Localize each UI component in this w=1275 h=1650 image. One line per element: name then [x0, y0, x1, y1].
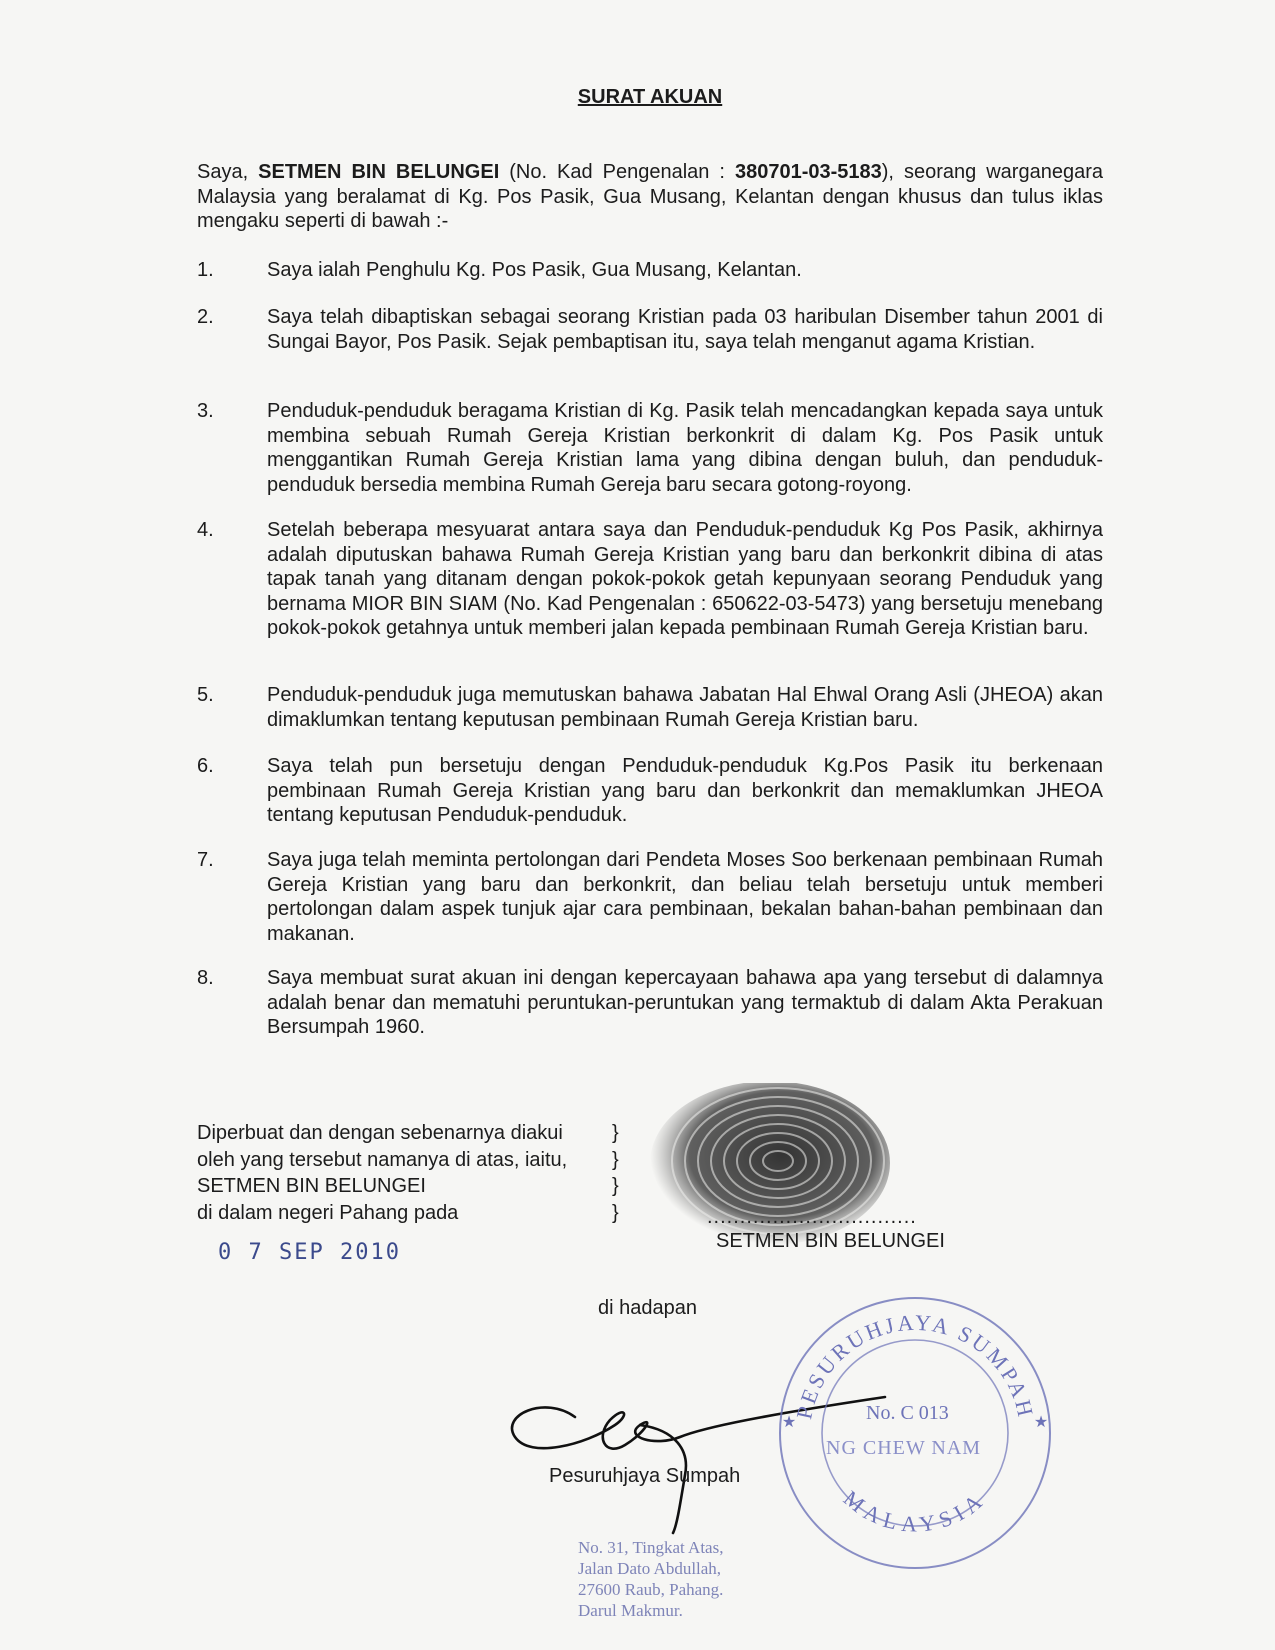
document-title: SURAT AKUAN	[577, 86, 723, 108]
address-line: Jalan Dato Abdullah,	[578, 1559, 722, 1578]
item-number: 6.	[197, 755, 214, 777]
item-text: Saya ialah Penghulu Kg. Pos Pasik, Gua Musang, Kelantan.	[267, 259, 802, 281]
address-line: Darul Makmur.	[578, 1601, 683, 1620]
item-number: 5.	[197, 684, 214, 706]
brace: }	[612, 1122, 619, 1144]
intro-text-3: ), seorang warganegara Malaysia yang beralamat di Kg. Pos Pasik, Gua Musang, Kelantan dengan khusus dan tulus iklas mengaku seperti di bawah :-	[197, 161, 1103, 232]
declarant-name: SETMEN BIN BELUNGEI	[258, 161, 500, 183]
before-label: di hadapan	[598, 1297, 697, 1319]
declaration-block	[197, 1120, 617, 1226]
signature-line: ................................	[707, 1206, 917, 1228]
intro-text-2: (No. Kad Pengenalan :	[499, 161, 735, 183]
seal-name: NG CHEW NAM	[826, 1437, 982, 1459]
signer-name: SETMEN BIN BELUNGEI	[716, 1230, 945, 1252]
item-number: 3.	[197, 400, 214, 422]
intro-text-1: Saya,	[197, 161, 259, 183]
declaration-line: oleh yang tersebut namanya di atas, iaitu,	[197, 1148, 568, 1171]
seal-top-text: PESURUHJAYA SUMPAH	[791, 1309, 1039, 1422]
brace-column	[612, 1120, 619, 1226]
item-number: 8.	[197, 967, 214, 989]
item-text: Saya telah pun bersetuju dengan Penduduk-penduduk Kg.Pos Pasik itu berkenaan pembinaan Rumah Gereja Kristian yang baru dan berkonkrit dan memaklumkan JHEOA tentang keputusan Penduduk-penduduk.	[267, 755, 1103, 826]
commissioner-label: Pesuruhjaya Sumpah	[549, 1465, 741, 1487]
address-line: 27600 Raub, Pahang.	[578, 1580, 724, 1599]
commissioner-seal-stamp	[765, 1285, 1065, 1575]
seal-number: No. C 013	[866, 1402, 949, 1424]
svg-text:MALAYSIA	[839, 1485, 991, 1536]
item-text: Penduduk-penduduk juga memutuskan bahawa Jabatan Hal Ehwal Orang Asli (JHEOA) akan dimaklumkan tentang keputusan pembinaan Rumah Gereja Kristian baru.	[267, 684, 1103, 731]
brace: }	[612, 1175, 619, 1197]
item-text: Saya juga telah meminta pertolongan dari Pendeta Moses Soo berkenaan pembinaan Rumah Gereja Kristian yang baru dan berkonkrit, dan beliau telah bersetuju untuk memberi pertolongan dalam aspek tunjuk ajar cara pembinaan, bekalan bahan-bahan pembinaan dan makanan.	[267, 849, 1103, 945]
declaration-line: di dalam negeri Pahang pada	[197, 1201, 459, 1224]
intro-paragraph	[197, 160, 1103, 234]
declarant-ic: 380701-03-5183	[734, 161, 882, 183]
seal-star-icon: ★	[1033, 1414, 1049, 1431]
address-line: No. 31, Tingkat Atas,	[578, 1538, 724, 1557]
date-stamp: 0 7 SEP 2010	[218, 1240, 401, 1265]
seal-bottom-text: MALAYSIA	[838, 1485, 992, 1537]
item-text: Setelah beberapa mesyuarat antara saya dan Penduduk-penduduk Kg Pos Pasik, akhirnya adalah diputuskan bahawa Rumah Gereja Kristian yang baru dan berkonkrit dibina di atas tapak tanah yang ditanam dengan pokok-pokok getah kepunyaan seorang Penduduk yang bernama MIOR BIN SIAM (No. Kad Pengenalan : 650622-03-5473) yang bersetuju menebang pokok-pokok getahnya untuk memberi jalan kepada pembinaan Rumah Gereja Kristian baru.	[267, 519, 1103, 639]
seal-star-icon: ★	[781, 1414, 797, 1431]
item-text: Saya telah dibaptiskan sebagai seorang Kristian pada 03 haribulan Disember tahun 2001 di Sungai Bayor, Pos Pasik. Sejak pembaptisan itu, saya telah menganut agama Kristian.	[267, 306, 1103, 353]
address-stamp	[578, 1537, 723, 1621]
declaration-line: Diperbuat dan dengan sebenarnya diakui	[197, 1122, 563, 1144]
declaration-line: SETMEN BIN BELUNGEI	[197, 1175, 426, 1197]
brace: }	[612, 1148, 619, 1171]
item-number: 4.	[197, 519, 214, 541]
item-text: Penduduk-penduduk beragama Kristian di Kg. Pasik telah mencadangkan kepada saya untuk membina sebuah Rumah Gereja Kristian berkonkrit di dalam Kg. Pos Pasik untuk menggantikan Rumah Gereja Kristian lama yang dibina dengan buluh, dan penduduk-penduduk bersedia membina Rumah Gereja baru secara gotong-royong.	[267, 400, 1103, 496]
brace: }	[612, 1201, 619, 1224]
item-number: 7.	[197, 849, 214, 871]
item-number: 2.	[197, 306, 214, 328]
item-text: Saya membuat surat akuan ini dengan kepercayaan bahawa apa yang tersebut di dalamnya adalah benar dan mematuhi peruntukan-peruntukan yang termaktub di dalam Akta Perakuan Bersumpah 1960.	[267, 967, 1103, 1038]
item-number: 1.	[197, 259, 214, 281]
